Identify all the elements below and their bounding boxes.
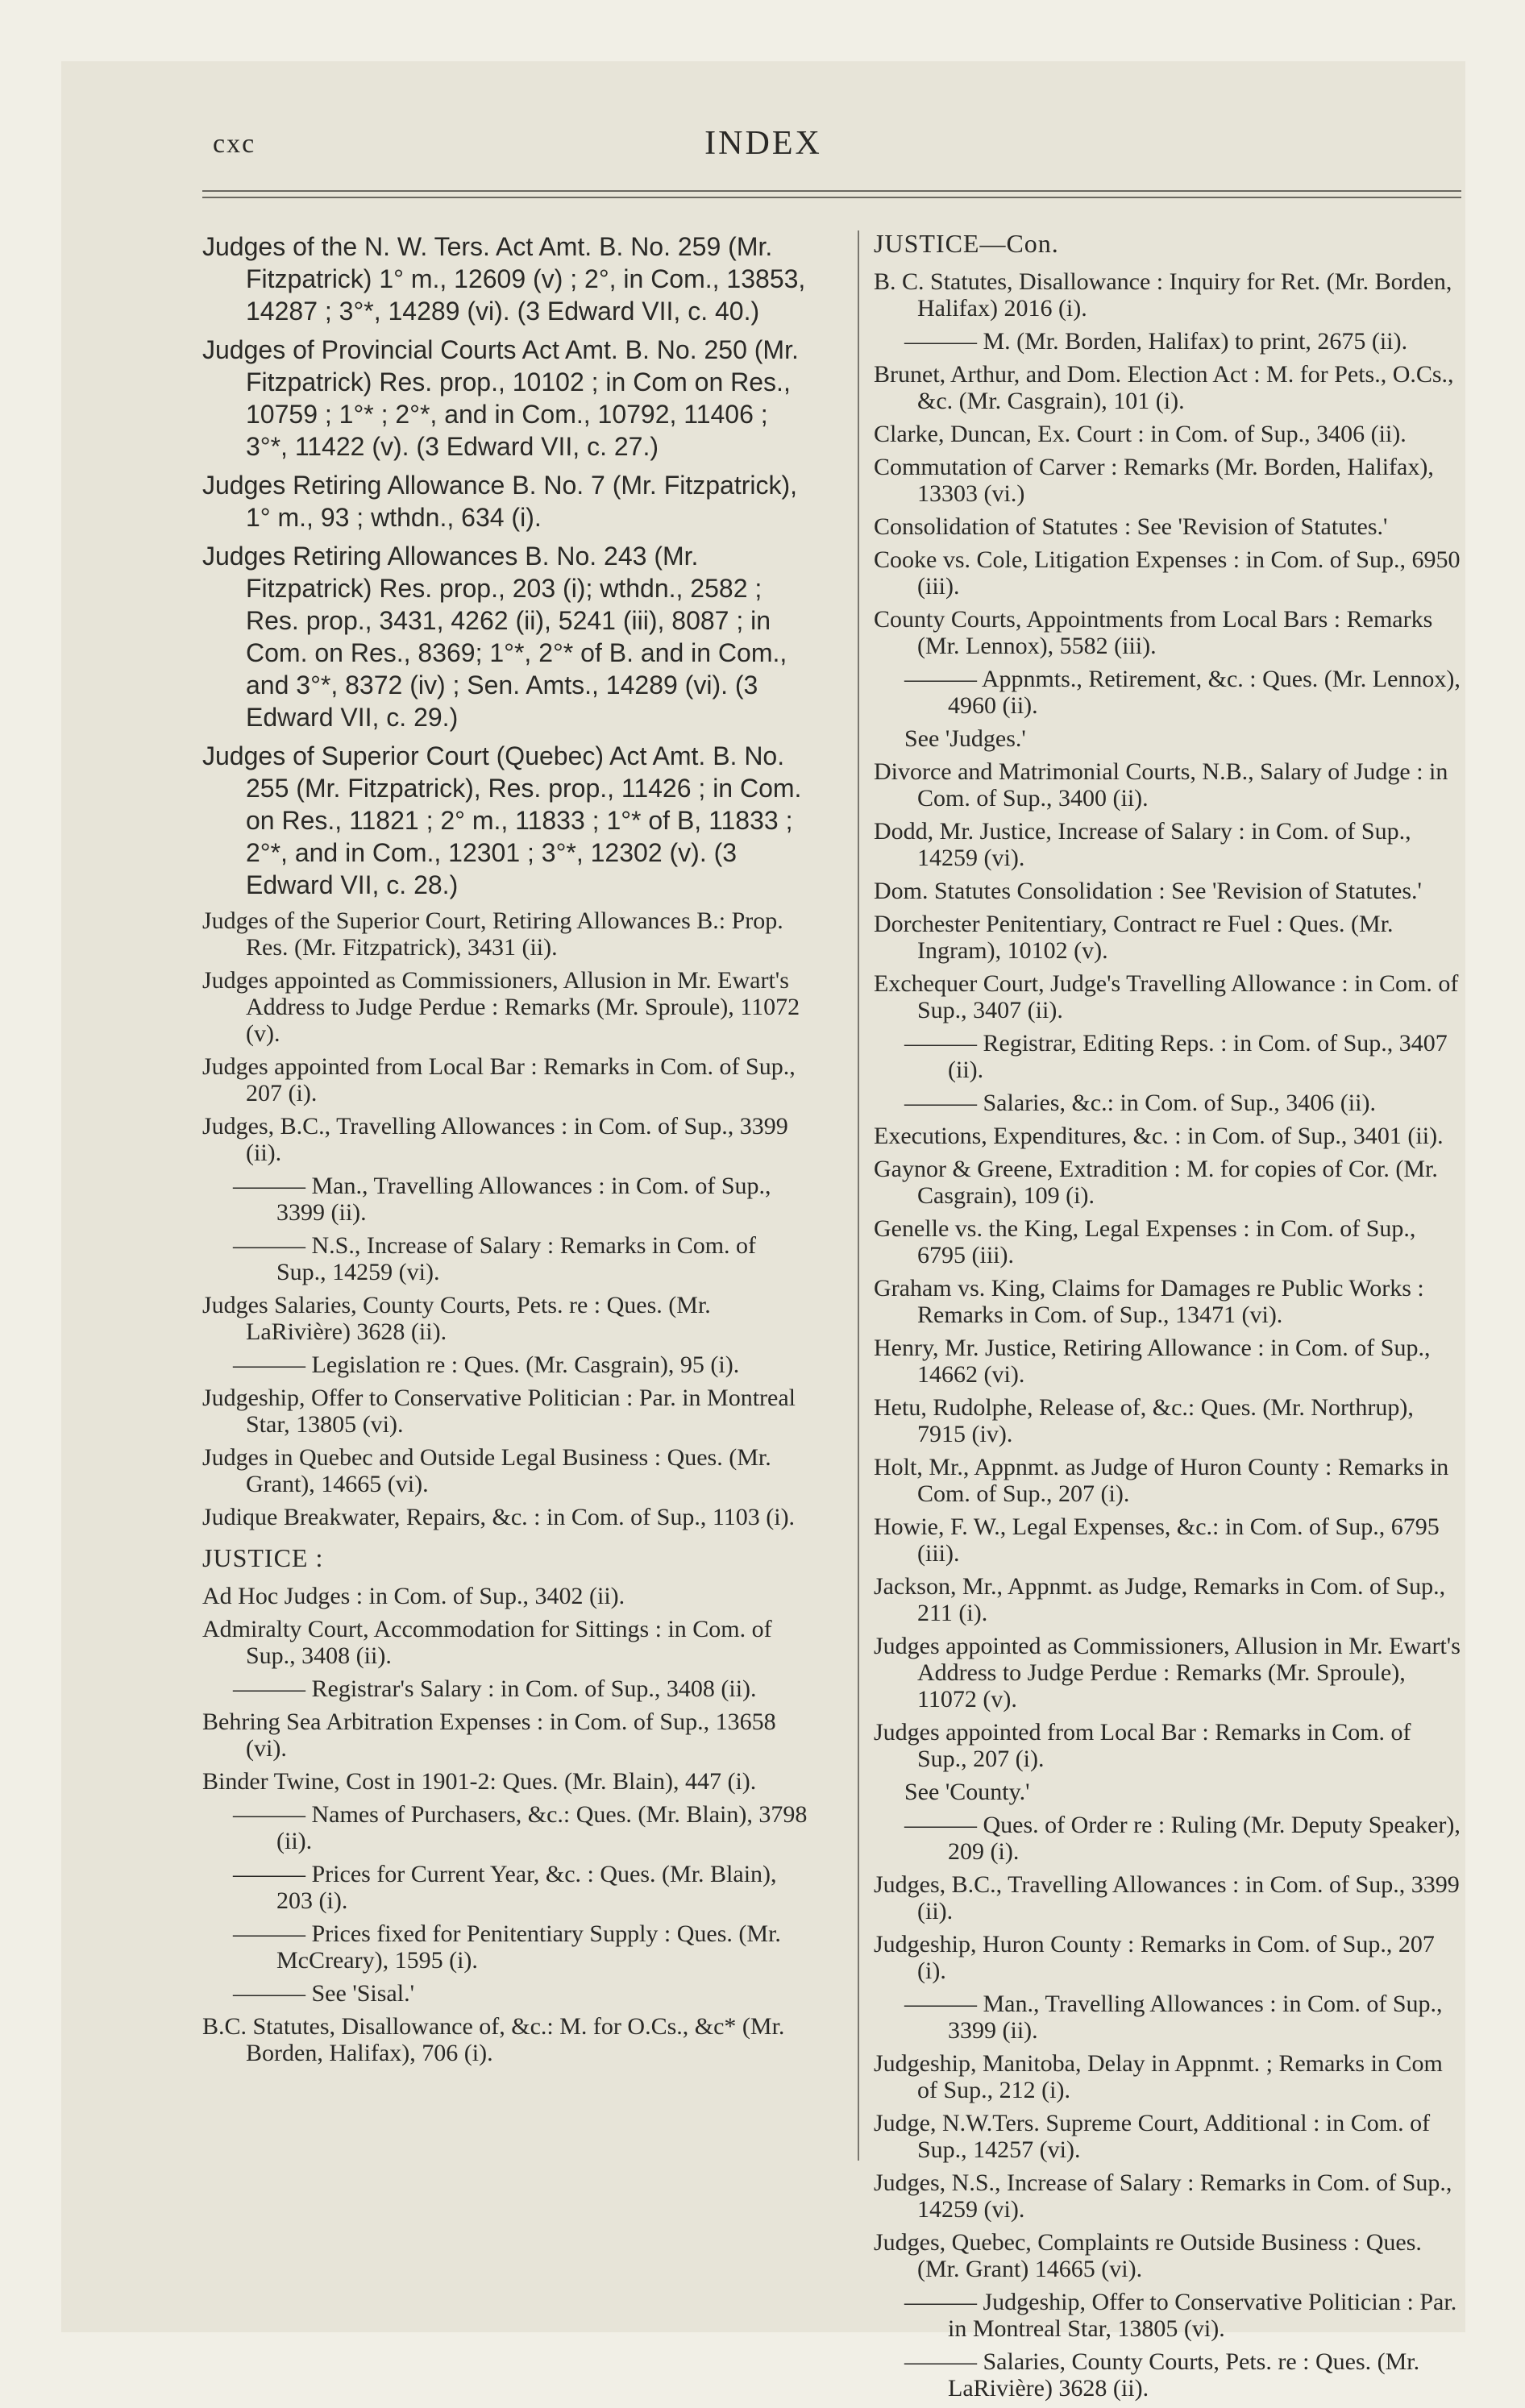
index-entry: Judges, B.C., Travelling Allowances : in Com. of Sup., 3399 (ii).: [202, 1113, 788, 1166]
index-entry: Exchequer Court, Judge's Travelling Allowance : in Com. of Sup., 3407 (ii).: [874, 970, 1459, 1023]
index-entry: ——— Registrar's Salary : in Com. of Sup., 3408 (ii).: [233, 1675, 757, 1702]
index-entry: Judges of Provincial Courts Act Amt. B. No. 250 (Mr. Fitzpatrick) Res. prop., 10102 ; in Com on Res., 10759 ; 1°* ; 2°*, and in Com., 10792, 11406 ; 3°*, 11422 (v). (3 Edward VII, c. 27.): [202, 335, 799, 461]
index-entry: Dorchester Penitentiary, Contract re Fuel : Ques. (Mr. Ingram), 10102 (v).: [874, 911, 1394, 964]
index-entry: ——— Ques. of Order re : Ruling (Mr. Deputy Speaker), 209 (i).: [904, 1812, 1461, 1865]
index-entry: ——— Judgeship, Offer to Conservative Politician : Par. in Montreal Star, 13805 (vi).: [904, 2289, 1457, 2342]
index-entry: Judges appointed as Commissioners, Allusion in Mr. Ewart's Address to Judge Perdue : Remarks (Mr. Sproule), 11072 (v).: [202, 967, 800, 1047]
index-entry: Brunet, Arthur, and Dom. Election Act : M. for Pets., O.Cs., &c. (Mr. Casgrain), 101 (i).: [874, 361, 1454, 414]
index-entry: Judges of Superior Court (Quebec) Act Amt. B. No. 255 (Mr. Fitzpatrick), Res. prop., 11426 ; in Com. on Res., 11821 ; 2° m., 11833 ; 1°* of B, 11833 ; 2°*, and in Com., 12301 ; 3°*, 12302 (v). (3 Edward VII, c. 28.): [202, 741, 802, 899]
index-page: [61, 61, 1465, 2402]
index-entry: ——— Names of Purchasers, &c.: Ques. (Mr. Blain), 3798 (ii).: [233, 1801, 808, 1854]
index-entry: Jackson, Mr., Appnmt. as Judge, Remarks in Com. of Sup., 211 (i).: [874, 1573, 1446, 1626]
index-entry: Henry, Mr. Justice, Retiring Allowance : in Com. of Sup., 14662 (vi).: [874, 1335, 1431, 1388]
index-entry: Howie, F. W., Legal Expenses, &c.: in Com. of Sup., 6795 (iii).: [874, 1513, 1440, 1567]
index-entry: Commutation of Carver : Remarks (Mr. Borden, Halifax), 13303 (vi.): [874, 454, 1434, 507]
index-entry: Judges Retiring Allowance B. No. 7 (Mr. Fitzpatrick), 1° m., 93 ; wthdn., 634 (i).: [202, 471, 798, 532]
left-entries: [202, 230, 811, 1530]
justice-entries: [202, 1583, 811, 2066]
index-entry: ——— M. (Mr. Borden, Halifax) to print, 2675 (ii).: [904, 328, 1408, 355]
index-entry: ——— Man., Travelling Allowances : in Com. of Sup., 3399 (ii).: [904, 1991, 1443, 2044]
index-entry: See 'County.': [904, 1779, 1030, 1805]
index-entry: Judgeship, Offer to Conservative Politician : Par. in Montreal Star, 13805 (vi).: [202, 1385, 796, 1438]
index-entry: Cooke vs. Cole, Litigation Expenses : in Com. of Sup., 6950 (iii).: [874, 546, 1461, 600]
index-entry: Consolidation of Statutes : See 'Revision of Statutes.': [874, 513, 1388, 540]
index-entry: ——— Appnmts., Retirement, &c. : Ques. (Mr. Lennox), 4960 (ii).: [904, 666, 1461, 719]
left-column: [202, 230, 811, 2073]
justice-heading: JUSTICE :: [202, 1543, 324, 1572]
index-entry: Hetu, Rudolphe, Release of, &c.: Ques. (Mr. Northrup), 7915 (iv).: [874, 1394, 1414, 1447]
index-entry: Judges of the Superior Court, Retiring Allowances B.: Prop. Res. (Mr. Fitzpatrick), 3431 (ii).: [202, 907, 783, 961]
index-entry: Judges, N.S., Increase of Salary : Remarks in Com. of Sup., 14259 (vi).: [874, 2169, 1452, 2223]
index-entry: ——— Prices for Current Year, &c. : Ques. (Mr. Blain), 203 (i).: [233, 1861, 777, 1914]
index-entry: ——— Man., Travelling Allowances : in Com. of Sup., 3399 (ii).: [233, 1173, 771, 1226]
index-entry: Judges appointed as Commissioners, Allusion in Mr. Ewart's Address to Judge Perdue : Remarks (Mr. Sproule), 11072 (v).: [874, 1633, 1461, 1713]
page-number: cxc: [213, 129, 256, 159]
index-entry: Divorce and Matrimonial Courts, N.B., Salary of Judge : in Com. of Sup., 3400 (ii).: [874, 758, 1448, 812]
header-rule: [202, 190, 1461, 198]
index-entry: Binder Twine, Cost in 1901-2: Ques. (Mr. Blain), 447 (i).: [202, 1768, 757, 1795]
index-entry: Gaynor & Greene, Extradition : M. for copies of Cor. (Mr. Casgrain), 109 (i).: [874, 1156, 1438, 1209]
index-entry: B.C. Statutes, Disallowance of, &c.: M. for O.Cs., &c* (Mr. Borden, Halifax), 706 (i).: [202, 2013, 785, 2066]
index-entry: Judges appointed from Local Bar : Remarks in Com. of Sup., 207 (i).: [874, 1719, 1411, 1772]
index-entry: Judges, Quebec, Complaints re Outside Business : Ques. (Mr. Grant) 14665 (vi).: [874, 2229, 1422, 2282]
index-entry: Clarke, Duncan, Ex. Court : in Com. of Sup., 3406 (ii).: [874, 421, 1407, 447]
index-entry: Dodd, Mr. Justice, Increase of Salary : in Com. of Sup., 14259 (vi).: [874, 818, 1411, 871]
index-entry: ——— Salaries, &c.: in Com. of Sup., 3406 (ii).: [904, 1090, 1376, 1116]
right-column: [874, 230, 1462, 2408]
index-entry: Judique Breakwater, Repairs, &c. : in Com. of Sup., 1103 (i).: [202, 1504, 796, 1530]
index-entry: B. C. Statutes, Disallowance : Inquiry for Ret. (Mr. Borden, Halifax) 2016 (i).: [874, 268, 1452, 322]
index-entry: Behring Sea Arbitration Expenses : in Com. of Sup., 13658 (vi).: [202, 1708, 776, 1762]
index-entry: ——— Registrar, Editing Reps. : in Com. of Sup., 3407 (ii).: [904, 1030, 1448, 1083]
right-entries: [874, 268, 1462, 2402]
page-title: INDEX: [704, 125, 822, 162]
index-entry: ——— Legislation re : Ques. (Mr. Casgrain), 95 (i).: [233, 1351, 740, 1378]
index-entry: Judges appointed from Local Bar : Remarks in Com. of Sup., 207 (i).: [202, 1053, 796, 1106]
index-entry: Admiralty Court, Accommodation for Sittings : in Com. of Sup., 3408 (ii).: [202, 1616, 772, 1669]
index-entry: Judgeship, Huron County : Remarks in Com. of Sup., 207 (i).: [874, 1931, 1435, 1984]
index-entry: Graham vs. King, Claims for Damages re Public Works : Remarks in Com. of Sup., 13471 (vi).: [874, 1275, 1424, 1328]
index-entry: Judges Salaries, County Courts, Pets. re : Ques. (Mr. LaRivière) 3628 (ii).: [202, 1292, 711, 1345]
index-entry: Dom. Statutes Consolidation : See 'Revision of Statutes.': [874, 878, 1422, 904]
index-entry: Judges of the N. W. Ters. Act Amt. B. No. 259 (Mr. Fitzpatrick) 1° m., 12609 (v) ; 2°, in Com., 13853, 14287 ; 3°*, 14289 (vi). (3 Edward VII, c. 40.): [202, 232, 806, 326]
index-entry: Ad Hoc Judges : in Com. of Sup., 3402 (ii).: [202, 1583, 625, 1609]
index-entry: County Courts, Appointments from Local Bars : Remarks (Mr. Lennox), 5582 (iii).: [874, 606, 1433, 659]
index-entry: Judges, B.C., Travelling Allowances : in Com. of Sup., 3399 (ii).: [874, 1871, 1460, 1924]
index-entry: Judge, N.W.Ters. Supreme Court, Additional : in Com. of Sup., 14257 (vi).: [874, 2110, 1431, 2163]
index-entry: Executions, Expenditures, &c. : in Com. of Sup., 3401 (ii).: [874, 1123, 1444, 1149]
index-entry: ——— N.S., Increase of Salary : Remarks in Com. of Sup., 14259 (vi).: [233, 1232, 757, 1285]
index-entry: Judges Retiring Allowances B. No. 243 (Mr. Fitzpatrick) Res. prop., 203 (i); wthdn., 2582 ; Res. prop., 3431, 4262 (ii), 5241 (iii), 8087 ; in Com. on Res., 8369; 1°*, 2°* of B. and in Com., and 3°*, 8372 (iv) ; Sen. Amts., 14289 (vi). (3 Edward VII, c. 29.): [202, 542, 787, 732]
index-entry: Judges in Quebec and Outside Legal Business : Ques. (Mr. Grant), 14665 (vi).: [202, 1444, 771, 1497]
justice-continued-heading: JUSTICE—Con.: [874, 229, 1059, 258]
index-entry: ——— Salaries, County Courts, Pets. re : Ques. (Mr. LaRivière) 3628 (ii).: [904, 2348, 1420, 2402]
page-header: [61, 124, 1465, 172]
index-entry: ——— Prices fixed for Penitentiary Supply : Ques. (Mr. McCreary), 1595 (i).: [233, 1920, 781, 1974]
index-entry: Holt, Mr., Appnmt. as Judge of Huron County : Remarks in Com. of Sup., 207 (i).: [874, 1454, 1449, 1507]
index-entry: Judgeship, Manitoba, Delay in Appnmt. ; Remarks in Com of Sup., 212 (i).: [874, 2050, 1443, 2103]
index-entry: ——— See 'Sisal.': [233, 1980, 414, 2007]
index-entry: See 'Judges.': [904, 725, 1026, 752]
column-divider: [858, 230, 859, 2161]
index-entry: Genelle vs. the King, Legal Expenses : in Com. of Sup., 6795 (iii).: [874, 1215, 1416, 1268]
